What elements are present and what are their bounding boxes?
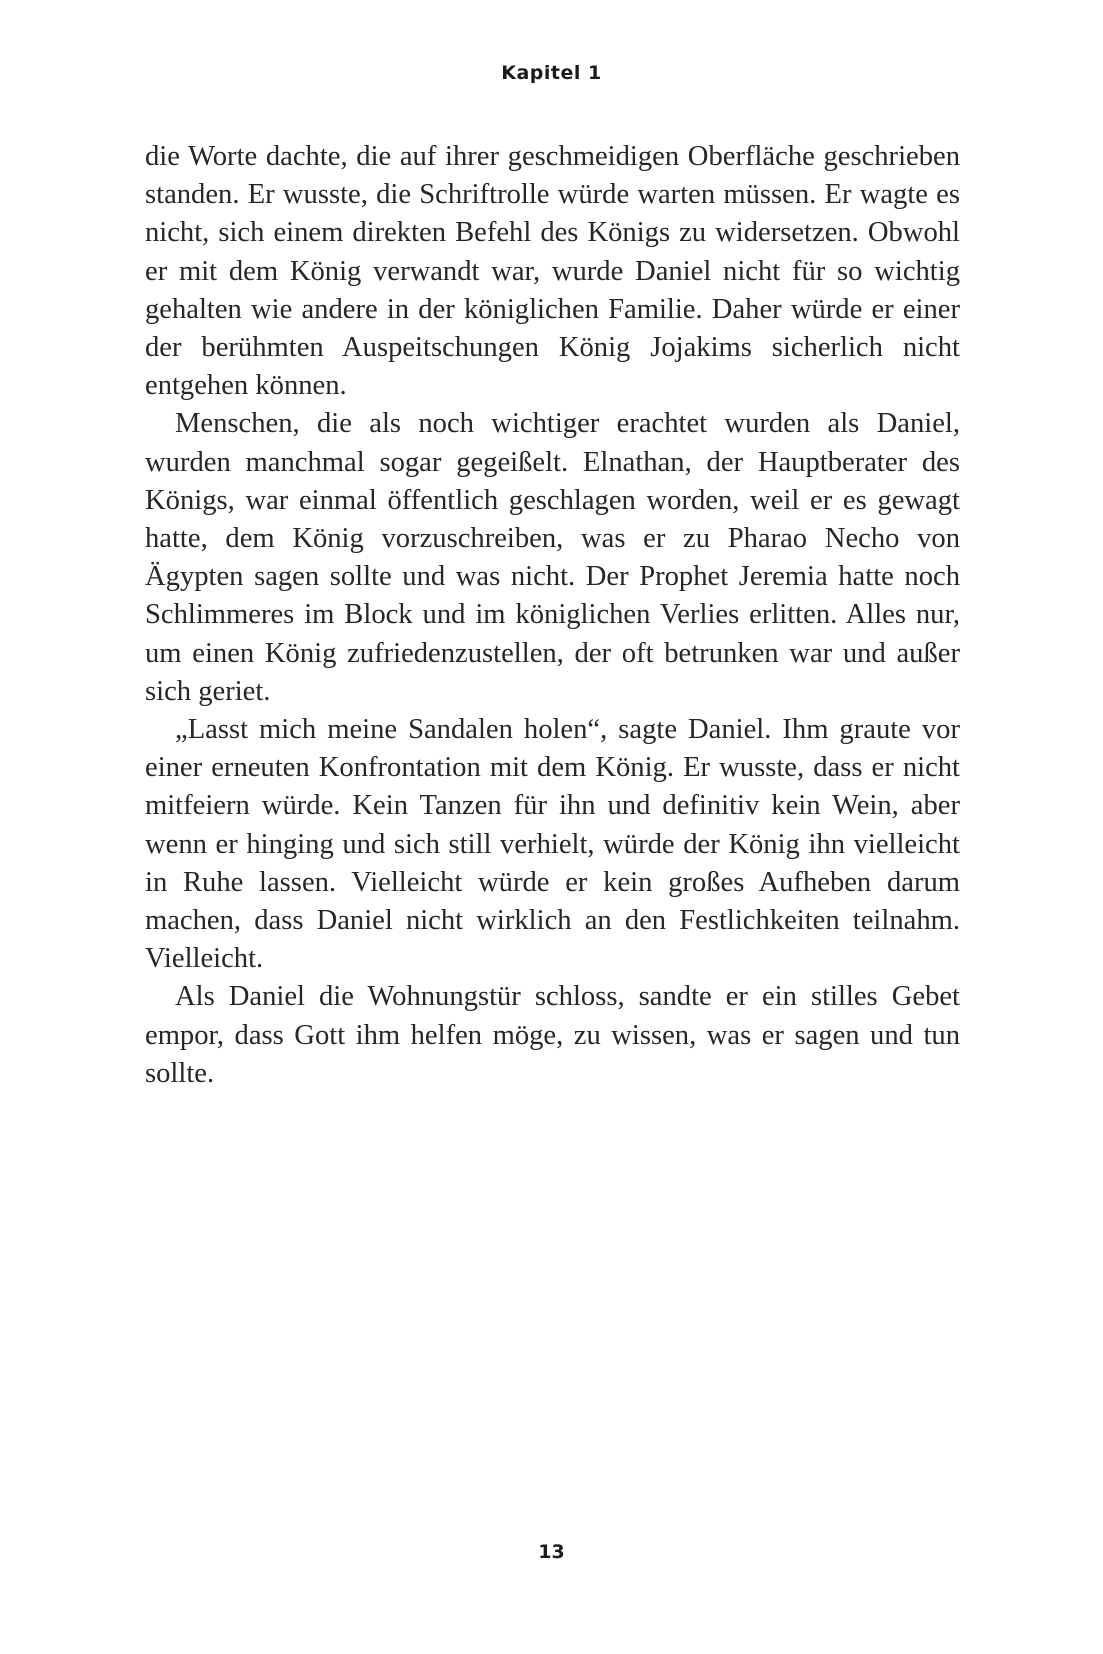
paragraph-2: Menschen, die als noch wichtiger erachtet wurden als Daniel, wurden manchmal sogar gegeißelt. Elnathan, der Hauptberater des Königs, war einmal öffentlich geschlagen worden, weil er es gewagt hatte, dem König vorzuschreiben, was er zu Pharao Necho von Ägypten sagen sollte und was nicht. Der Prophet Jeremia hatte noch Schlimmeres im Block und im königlichen Verlies erlitten. Alles nur, um einen König zufriedenzustellen, der oft betrunken war und außer sich geriet.: [145, 408, 960, 707]
running-head-chapter-title: Kapitel 1: [501, 62, 602, 84]
paragraph-1: die Worte dachte, die auf ihrer geschmeidigen Oberfläche geschrieben standen. Er wusste, die Schriftrolle würde warten müssen. Er wagte es nicht, sich einem direkten Befehl des Königs zu widersetzen. Obwohl er mit dem König verwandt war, wurde Daniel nicht für so wichtig gehalten wie andere in der königlichen Familie. Daher würde er einer der berühmten Auspeitschungen König Jojakims sicherlich nicht entgehen können.: [145, 141, 960, 402]
body-text: [145, 138, 960, 1093]
paragraph-3: „Lasst mich meine Sandalen holen“, sagte Daniel. Ihm graute vor einer erneuten Konfrontation mit dem König. Er wusste, dass er nicht mitfeiern würde. Kein Tanzen für ihn und definitiv kein Wein, aber wenn er hinging und sich still verhielt, würde der König ihn vielleicht in Ruhe lassen. Vielleicht würde er kein großes Aufheben darum machen, dass Daniel nicht wirklich an den Festlichkeiten teilnahm. Vielleicht.: [145, 714, 960, 975]
page-number: 13: [538, 1541, 565, 1563]
paragraph-4: Als Daniel die Wohnungstür schloss, sandte er ein stilles Gebet empor, dass Gott ihm helfen möge, zu wissen, was er sagen und tun sollte.: [145, 981, 960, 1089]
